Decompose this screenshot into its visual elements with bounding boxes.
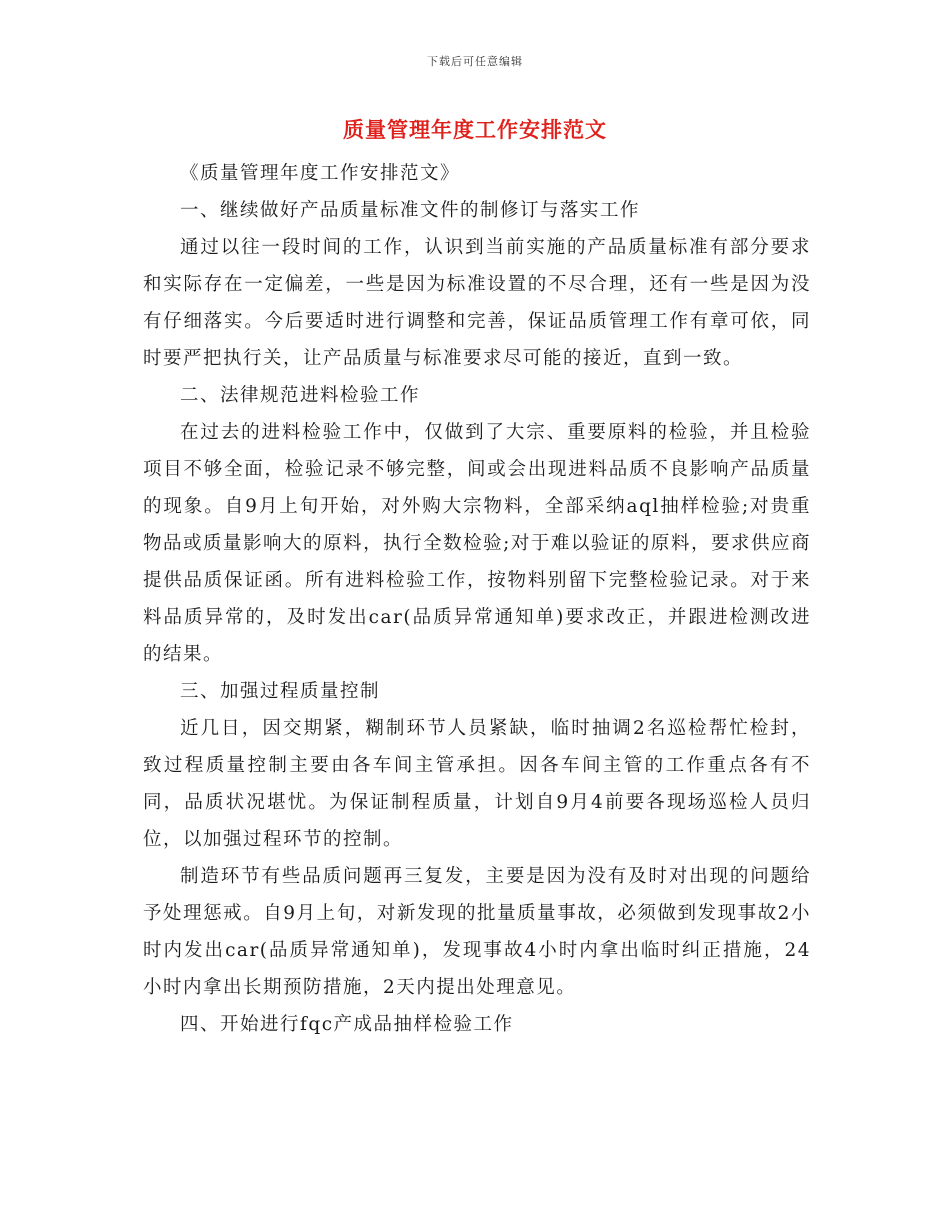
header-note: 下载后可任意编辑 — [427, 55, 523, 68]
document-body — [143, 155, 811, 1043]
section-heading-2: 二、法律规范进料检验工作 — [180, 385, 421, 406]
paragraph: 近几日，因交期紧，糊制环节人员紧缺，临时抽调2名巡检帮忙检封，致过程质量控制主要由各车间主管承担。因各车间主管的工作重点各有不同，品质状况堪忧。为保证制程质量，计划自9月4前要各现场巡检人员归位，以加强过程环节的控制。 — [143, 718, 811, 850]
paragraph: 通过以往一段时间的工作，认识到当前实施的产品质量标准有部分要求和实际存在一定偏差，一些是因为标准设置的不尽合理，还有一些是因为没有仔细落实。今后要适时进行调整和完善，保证品质管理工作有章可依，同时要严把执行关，让产品质量与标准要求尽可能的接近，直到一致。 — [143, 237, 811, 369]
section-heading-3: 三、加强过程质量控制 — [180, 681, 381, 702]
section-heading-4: 四、开始进行fqc产成品抽样检验工作 — [180, 1014, 514, 1035]
paragraph: 在过去的进料检验工作中，仅做到了大宗、重要原料的检验，并且检验项目不够全面，检验记录不够完整，间或会出现进料品质不良影响产品质量的现象。自9月上旬开始，对外购大宗物料，全部采纳aql抽样检验;对贵重物品或质量影响大的原料，执行全数检验;对于难以验证的原料，要求供应商提供品质保证函。所有进料检验工作，按物料别留下完整检验记录。对于来料品质异常的，及时发出car(品质异常通知单)要求改正，并跟进检测改进的结果。 — [143, 422, 811, 665]
paragraph: 制造环节有些品质问题再三复发，主要是因为没有及时对出现的问题给予处理惩戒。自9月上旬，对新发现的批量质量事故，必须做到发现事故2小时内发出car(品质异常通知单)，发现事故4小时内拿出临时纠正措施，24小时内拿出长期预防措施，2天内提出处理意见。 — [143, 866, 811, 998]
document-title: 质量管理年度工作安排范文 — [343, 117, 607, 142]
paragraph-quoted-title: 《质量管理年度工作安排范文》 — [180, 163, 461, 184]
section-heading-1: 一、继续做好产品质量标准文件的制修订与落实工作 — [180, 200, 641, 221]
